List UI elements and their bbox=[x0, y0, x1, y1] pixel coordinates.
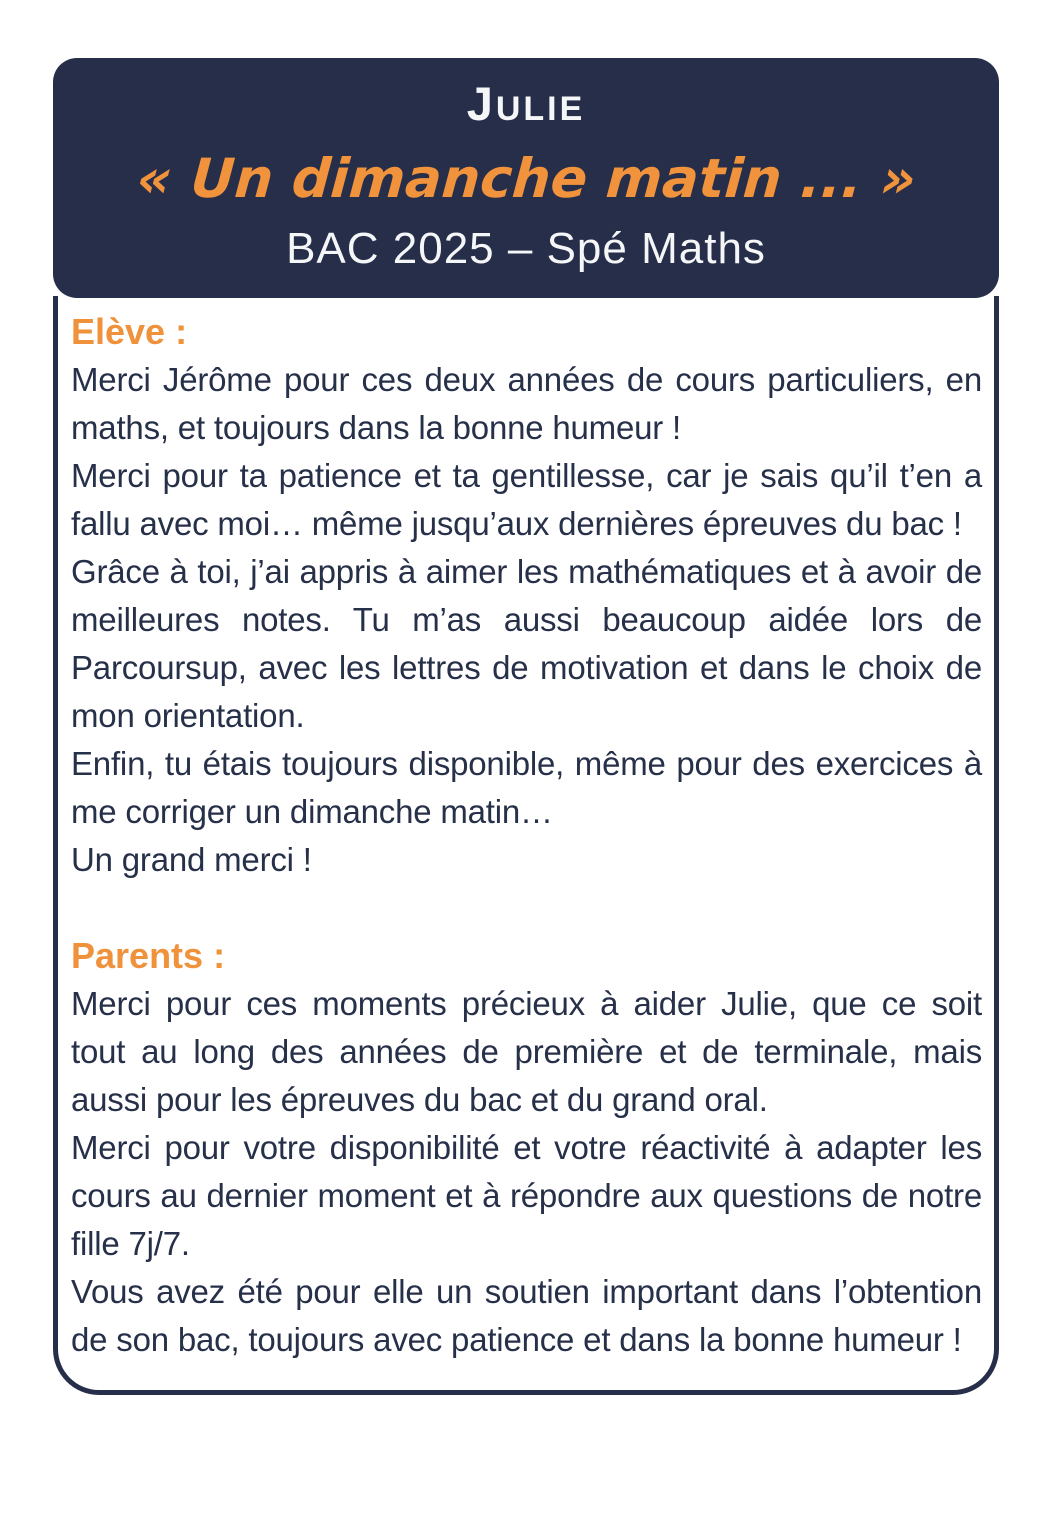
parents-paragraph-1: Merci pour ces moments précieux à aider Julie, que ce soit tout au long des années de première et de terminale, mais aussi pour les épreuves du bac et du grand oral. bbox=[71, 985, 982, 1118]
section-label-parents: Parents : bbox=[71, 935, 226, 976]
eleve-paragraph-1: Merci Jérôme pour ces deux années de cours particuliers, en maths, et toujours dans la bonne humeur ! bbox=[71, 361, 982, 446]
eleve-paragraph-2: Merci pour ta patience et ta gentillesse, car je sais qu’il t’en a fallu avec moi… même jusqu’aux dernières épreuves du bac ! bbox=[71, 457, 982, 542]
section-parents bbox=[71, 932, 982, 1364]
student-name: JULIE bbox=[466, 77, 586, 130]
card-header bbox=[53, 58, 999, 298]
quote-title: « Un dimanche matin ... » bbox=[134, 146, 918, 210]
exam-subtitle: BAC 2025 – Spé Maths bbox=[286, 224, 766, 273]
section-label-eleve: Elève : bbox=[71, 311, 188, 352]
testimonial-card bbox=[53, 58, 999, 1395]
parents-paragraph-2: Merci pour votre disponibilité et votre réactivité à adapter les cours au dernier moment et à répondre aux questions de notre fille 7j/7. bbox=[71, 1129, 982, 1262]
section-eleve bbox=[71, 308, 982, 884]
parents-paragraph-3: Vous avez été pour elle un soutien important dans l’obtention de son bac, toujours avec patience et dans la bonne humeur ! bbox=[71, 1273, 982, 1358]
eleve-paragraph-4: Enfin, tu étais toujours disponible, même pour des exercices à me corriger un dimanche matin… bbox=[71, 745, 982, 830]
eleve-paragraph-5: Un grand merci ! bbox=[71, 841, 312, 878]
eleve-paragraph-3: Grâce à toi, j’ai appris à aimer les mathématiques et à avoir de meilleures notes. Tu m’as aussi beaucoup aidée lors de Parcoursup, avec les lettres de motivation et dans le choix de mon orientation. bbox=[71, 553, 982, 734]
card-body bbox=[53, 296, 999, 1395]
